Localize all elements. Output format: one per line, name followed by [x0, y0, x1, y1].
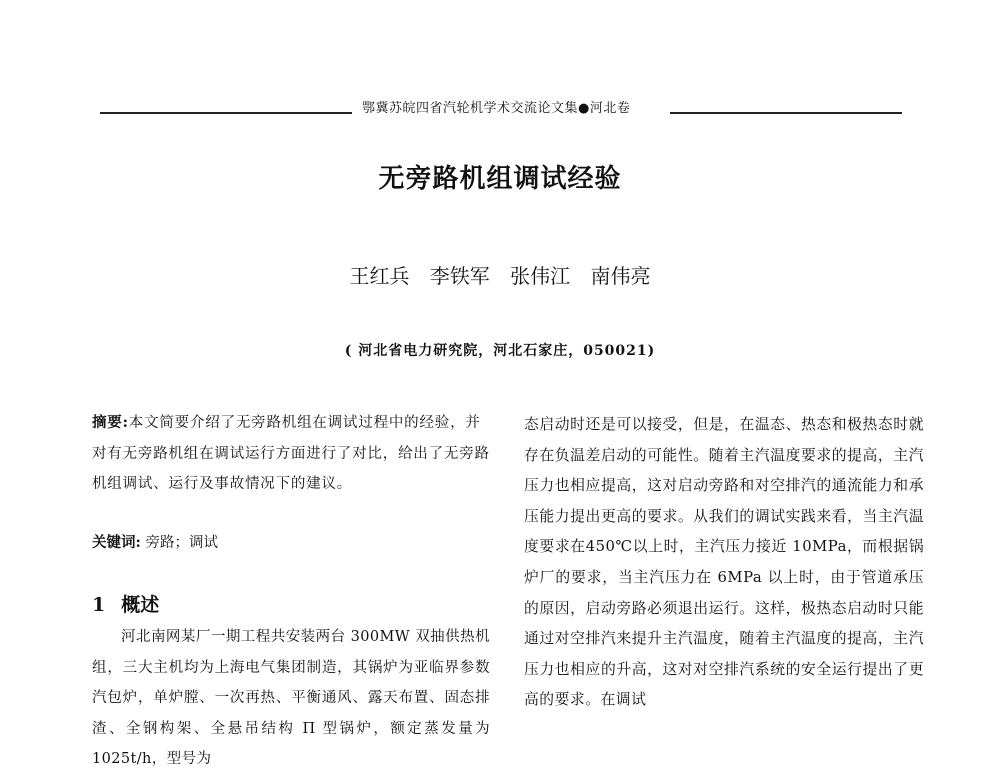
keywords-text: 旁路；调试 [145, 535, 218, 551]
abstract [92, 408, 490, 500]
header-rule-left [100, 112, 352, 114]
section-paragraph: 河北南网某厂一期工程共安装两台 300MW 双抽供热机组，三大主机均为上海电气集团制造，其锅炉为亚临界参数汽包炉，单炉膛、一次再热、平衡通风、露天布置、固态排渣、全钢构架、全悬吊结构 Π 型锅炉，额定蒸发量为 1025t/h，型号为 [92, 629, 490, 767]
section-heading [92, 590, 159, 617]
author-list: 王红兵 李铁军 张伟江 南伟亮 [349, 264, 651, 288]
journal-header: 鄂冀苏皖四省汽轮机学术交流论文集●河北卷 [362, 101, 631, 116]
abstract-label: 摘要: [92, 414, 129, 431]
section-number: 1 [92, 594, 106, 616]
keywords-label: 关键词: [92, 534, 141, 551]
header-rule-right [670, 112, 902, 114]
abstract-text: 本文简要介绍了无旁路机组在调试过程中的经验，并对有无旁路机组在调试运行方面进行了对比，给出了无旁路机组调试、运行及事故情况下的建议。 [92, 415, 490, 492]
section-title: 概述 [121, 594, 160, 616]
keywords [92, 530, 492, 556]
right-column-text: 态启动时还是可以接受，但是，在温态、热态和极热态时就存在负温差启动的可能性。随着主汽温度要求的提高，主汽压力也相应提高，这对启动旁路和对空排汽的通流能力和承压能力提出更高的要求。从我们的调试实践来看，当主汽温度要求在450℃以上时，主汽压力接近 10MPa，而根据锅炉厂的要求，当主汽压力在 6MPa 以上时，由于管道承压的原因，启动旁路必须退出运行。这样，极热态启动时只能通过对空排汽来提升主汽温度，随着主汽温度的提高，主汽压力也相应的升高，这对对空排汽系统的安全运行提出了更高的要求。在调试 [524, 416, 924, 709]
affiliation: ( 河北省电力研究院，河北石家庄，050021) [344, 343, 656, 359]
paper-title: 无旁路机组调试经验 [378, 164, 622, 194]
